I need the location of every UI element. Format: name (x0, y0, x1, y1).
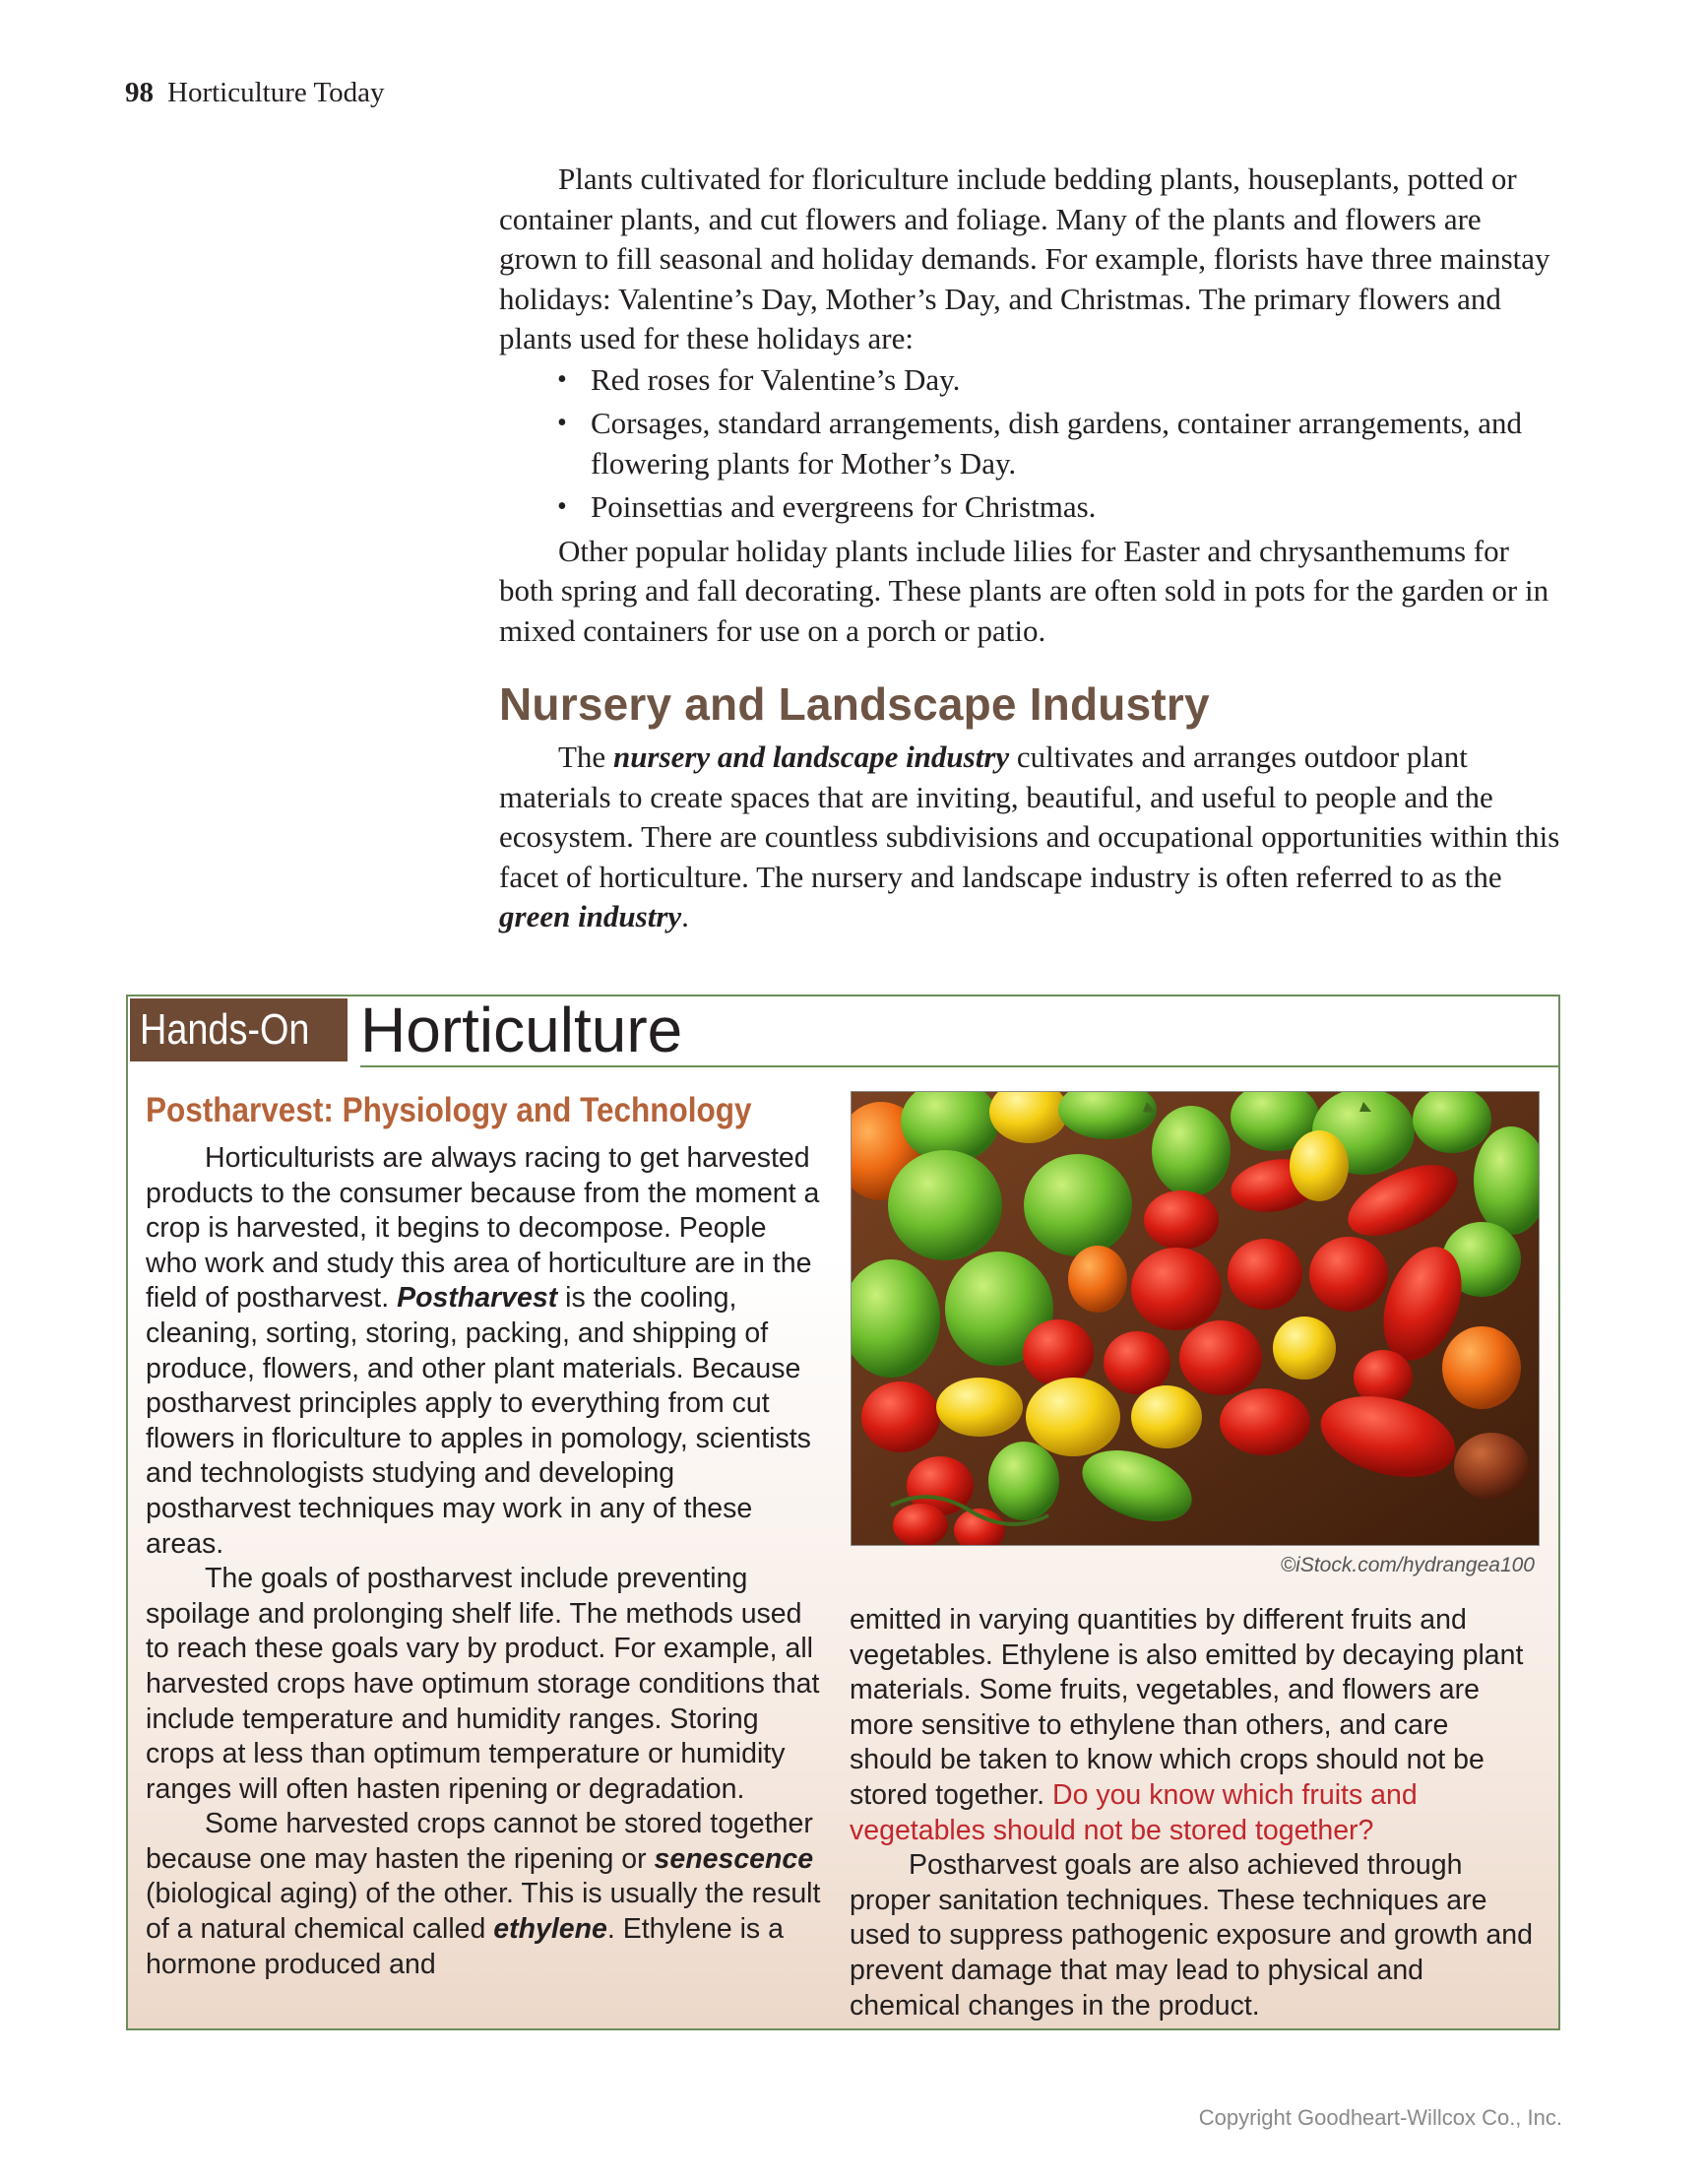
text-run: Some harvested crops cannot be stored together because one may hasten the ripening or (146, 1808, 813, 1875)
page-number: 98 (125, 77, 154, 108)
feature-tag (130, 998, 348, 1061)
text-run: Horticulturists are always racing to get harvested products to the consumer because from the moment a crop is harvested, it begins to decompose. People who work and study this area of horticulture are in the field of postharvest. (146, 1142, 820, 1315)
text-run: emitted in varying quantities by different fruits and vegetables. Ethylene is also emitted by decaying plant materials. Some fruits, vegetables, and flowers are more sensitive to ethylene than others, and care should be taken to know which crops should not be stored together. (850, 1604, 1524, 1811)
critical-thinking-question: Do you know which fruits and vegetables should not be stored together? (850, 1778, 1418, 1846)
section-heading: Nursery and Landscape Industry (499, 678, 1210, 730)
feature-title: Horticulture (360, 995, 683, 1065)
key-term: green industry (499, 899, 682, 933)
copyright-notice: Copyright Goodheart-Willcox Co., Inc. (1198, 2105, 1562, 2130)
feature-tag-label: Hands-On (140, 1005, 310, 1054)
text-run: . (681, 899, 689, 933)
intro-paragraph: Plants cultivated for floriculture include bedding plants, houseplants, potted or container plants, and cut flowers and foliage. Many of the plants and flowers are grown to fill seasonal and holiday demands. For example, florists have three mainstay holidays: Valentine’s Day, Mother’s Day, and Christmas. The primary flowers and plants used for these holidays are: (499, 161, 1550, 355)
feature-subtitle (146, 1089, 819, 1132)
running-head (125, 73, 385, 112)
feature-paragraph (146, 1141, 825, 1562)
nursery-paragraph (499, 738, 1562, 937)
book-title: Horticulture Today (167, 77, 385, 108)
feature-left-column (146, 1141, 825, 1982)
text-run: cultivates and arranges outdoor plant materials to create spaces that are inviting, beautiful, and useful to people and the ecosystem. There are countless subdivisions and occupational opportunities within this facet of horticulture. The nursery and landscape industry is often referred to as the (499, 739, 1560, 894)
hands-on-feature-box (126, 995, 1560, 2030)
key-term: Postharvest (397, 1282, 558, 1315)
tomatoes-photo (851, 1091, 1540, 1546)
text-run: is the cooling, cleaning, sorting, storing, packing, and shipping of produce, flowers, and other plant materials. Because postharvest principles apply to everything from cut flowers in floriculture to apples in pomology, scientists and technologists studying and developing postharvest techniques may work in any of these areas. (146, 1282, 811, 1560)
photo-credit: ©iStock.com/hydrangea100 (1280, 1554, 1535, 1576)
feature-right-column (850, 1603, 1539, 2023)
feature-paragraph (146, 1807, 825, 1982)
feature-paragraph: Postharvest goals are also achieved through proper sanitation techniques. These techniques are used to suppress pathogenic exposure and growth and prevent damage that may lead to physical and chemical changes in the product. (850, 1849, 1533, 2022)
key-term: ethylene (493, 1913, 607, 1946)
text-run: (biological aging) of the other. This is usually the result of a natural chemical called (146, 1878, 821, 1946)
text-run: The (558, 739, 613, 774)
text-run: . Ethylene is a hormone produced and (146, 1913, 784, 1980)
list-item: • Poinsettias and evergreens for Christmas. (499, 487, 1562, 528)
key-term: nursery and landscape industry (612, 739, 1010, 774)
list-item: • Red roses for Valentine’s Day. (499, 360, 1562, 401)
tomatoes-illustration (852, 1092, 1540, 1546)
feature-paragraph: The goals of postharvest include preventing spoilage and prolonging shelf life. The methods used to reach these goals vary by product. For example, all harvested crops have optimum storage conditions that include temperature and humidity ranges. Storing crops at less than optimum temperature or humidity ranges will often hasten ripening or degradation. (146, 1563, 820, 1805)
holiday-plants-paragraph: Other popular holiday plants include lilies for Easter and chrysanthemums for both spring and fall decorating. These plants are often sold in pots for the garden or in mixed containers for use on a porch or patio. (499, 533, 1549, 648)
key-term: senescence (654, 1842, 814, 1875)
feature-header (128, 996, 1558, 1067)
header-rule (360, 1065, 1558, 1067)
feature-subtitle-text: Postharvest: Physiology and Technology (146, 1091, 752, 1129)
list-item: • Corsages, standard arrangements, dish gardens, container arrangements, and flowering plants for Mother’s Day. (499, 404, 1562, 483)
feature-paragraph (850, 1603, 1539, 1848)
main-column (499, 160, 1562, 937)
holiday-list (499, 360, 1562, 528)
